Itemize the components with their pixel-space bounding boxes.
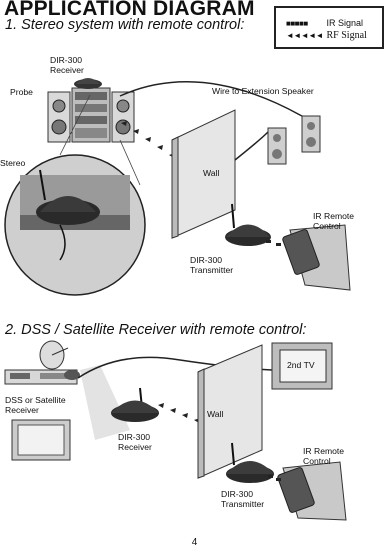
satellite-receiver-illustration — [5, 341, 80, 384]
page-number: 4 — [191, 537, 198, 548]
legend-rf-row — [286, 30, 367, 42]
label-dss-receiver: DSS or Satellite Receiver — [5, 395, 66, 415]
label-receiver-1: DIR-300 Receiver — [50, 55, 84, 75]
label-receiver-2: DIR-300 Receiver — [118, 432, 152, 452]
label-ir-remote-2: IR Remote Control — [303, 446, 345, 466]
label-transmitter-1: DIR-300 Transmitter — [190, 255, 234, 275]
transmitter-1 — [225, 204, 271, 246]
stereo-illustration — [48, 78, 134, 142]
section1-heading: 1. Stereo system with remote control: — [5, 17, 245, 33]
section2-heading: 2. DSS / Satellite Receiver with remote control: — [5, 322, 307, 338]
legend-ir-row — [286, 18, 363, 30]
label-wall-2: Wall — [207, 409, 224, 419]
rf-signal-path-2 — [158, 403, 200, 423]
label-stereo: Stereo — [0, 158, 26, 168]
legend-rf-label: RF Signal — [326, 30, 367, 41]
label-2nd-tv: 2nd TV — [287, 360, 315, 370]
rf-signal-icon: ◄◄◄◄◄ — [286, 31, 324, 40]
label-wire-extension: Wire to Extension Speaker — [212, 86, 314, 96]
label-probe: Probe — [10, 87, 33, 97]
ir-signal-path-1 — [266, 240, 281, 246]
signal-legend — [274, 6, 384, 49]
tv-1 — [12, 420, 70, 460]
remote-hand-2 — [277, 462, 346, 520]
extension-speakers — [268, 116, 320, 164]
stereo-closeup — [5, 155, 145, 295]
label-ir-remote-1: IR Remote Control — [313, 211, 355, 231]
remote-hand-1 — [282, 225, 350, 290]
label-wall-1: Wall — [203, 168, 220, 178]
legend-ir-label: IR Signal — [326, 18, 364, 28]
label-transmitter-2: DIR-300 Transmitter — [221, 489, 265, 509]
page-title: APPLICATION DIAGRAM — [4, 0, 255, 20]
ir-signal-icon: ■■■■■ — [286, 19, 308, 28]
